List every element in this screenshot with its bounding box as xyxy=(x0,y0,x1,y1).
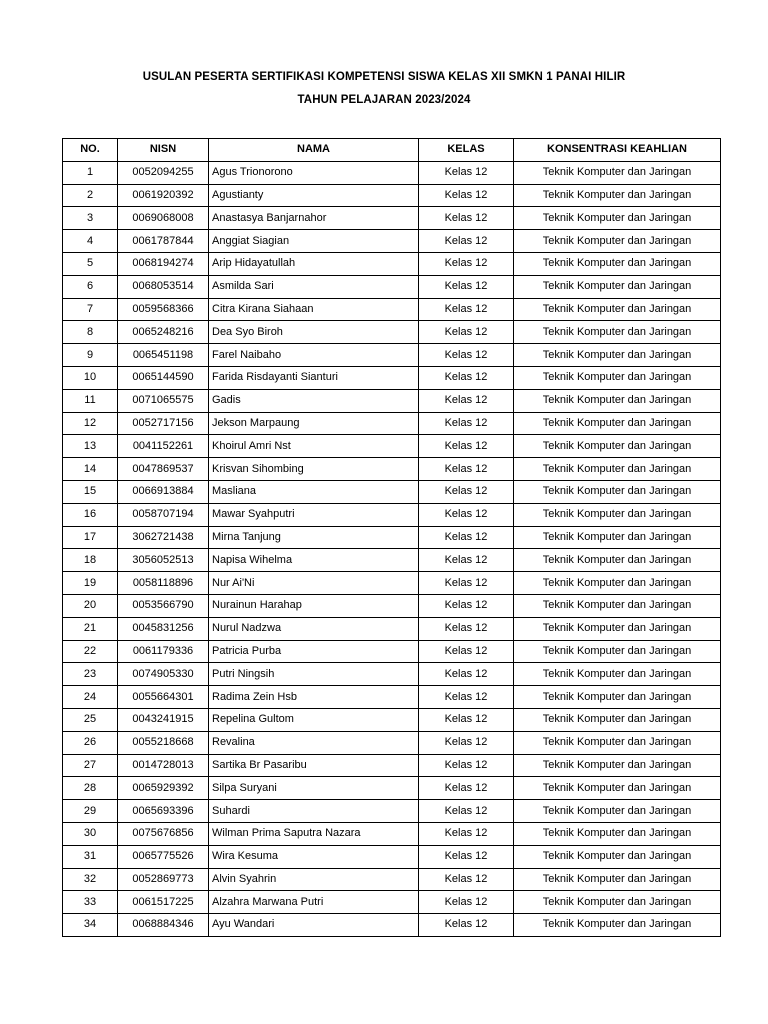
table-row xyxy=(63,754,721,777)
cell-no: 26 xyxy=(63,731,118,754)
table-row xyxy=(63,412,721,435)
cell-kelas: Kelas 12 xyxy=(419,663,514,686)
cell-nama: Patricia Purba xyxy=(209,640,419,663)
table-row xyxy=(63,298,721,321)
cell-no: 27 xyxy=(63,754,118,777)
cell-nama: Suhardi xyxy=(209,800,419,823)
cell-nama: Putri Ningsih xyxy=(209,663,419,686)
cell-nama: Farel Naibaho xyxy=(209,344,419,367)
cell-kelas: Kelas 12 xyxy=(419,458,514,481)
cell-konsentrasi: Teknik Komputer dan Jaringan xyxy=(514,572,721,595)
table-row xyxy=(63,731,721,754)
cell-kelas: Kelas 12 xyxy=(419,366,514,389)
cell-konsentrasi: Teknik Komputer dan Jaringan xyxy=(514,868,721,891)
table-row xyxy=(63,800,721,823)
cell-nama: Alzahra Marwana Putri xyxy=(209,891,419,914)
cell-konsentrasi: Teknik Komputer dan Jaringan xyxy=(514,321,721,344)
table-row xyxy=(63,480,721,503)
cell-konsentrasi: Teknik Komputer dan Jaringan xyxy=(514,207,721,230)
cell-kelas: Kelas 12 xyxy=(419,777,514,800)
cell-no: 14 xyxy=(63,458,118,481)
cell-no: 21 xyxy=(63,617,118,640)
cell-nama: Wira Kesuma xyxy=(209,845,419,868)
cell-nama: Masliana xyxy=(209,480,419,503)
cell-nama: Asmilda Sari xyxy=(209,275,419,298)
cell-konsentrasi: Teknik Komputer dan Jaringan xyxy=(514,412,721,435)
cell-no: 24 xyxy=(63,686,118,709)
cell-konsentrasi: Teknik Komputer dan Jaringan xyxy=(514,708,721,731)
table-row xyxy=(63,161,721,184)
cell-nisn: 0059568366 xyxy=(118,298,209,321)
table-row xyxy=(63,845,721,868)
cell-nama: Gadis xyxy=(209,389,419,412)
cell-nisn: 0075676856 xyxy=(118,822,209,845)
table-row xyxy=(63,321,721,344)
cell-nama: Agustianty xyxy=(209,184,419,207)
cell-nisn: 0061517225 xyxy=(118,891,209,914)
cell-konsentrasi: Teknik Komputer dan Jaringan xyxy=(514,480,721,503)
cell-no: 17 xyxy=(63,526,118,549)
cell-no: 33 xyxy=(63,891,118,914)
cell-nama: Revalina xyxy=(209,731,419,754)
cell-nama: Dea Syo Biroh xyxy=(209,321,419,344)
cell-no: 34 xyxy=(63,914,118,937)
cell-nisn: 0047869537 xyxy=(118,458,209,481)
cell-nama: Mirna Tanjung xyxy=(209,526,419,549)
cell-nisn: 0071065575 xyxy=(118,389,209,412)
cell-konsentrasi: Teknik Komputer dan Jaringan xyxy=(514,526,721,549)
table-row xyxy=(63,686,721,709)
cell-nisn: 0065248216 xyxy=(118,321,209,344)
cell-kelas: Kelas 12 xyxy=(419,549,514,572)
cell-nama: Agus Trionorono xyxy=(209,161,419,184)
table-row xyxy=(63,184,721,207)
cell-kelas: Kelas 12 xyxy=(419,800,514,823)
cell-kelas: Kelas 12 xyxy=(419,708,514,731)
cell-kelas: Kelas 12 xyxy=(419,480,514,503)
cell-no: 20 xyxy=(63,594,118,617)
cell-kelas: Kelas 12 xyxy=(419,594,514,617)
document-subtitle: TAHUN PELAJARAN 2023/2024 xyxy=(297,94,471,106)
cell-nama: Radima Zein Hsb xyxy=(209,686,419,709)
cell-kelas: Kelas 12 xyxy=(419,754,514,777)
cell-nama: Jekson Marpaung xyxy=(209,412,419,435)
cell-no: 28 xyxy=(63,777,118,800)
cell-kelas: Kelas 12 xyxy=(419,207,514,230)
cell-kelas: Kelas 12 xyxy=(419,526,514,549)
cell-konsentrasi: Teknik Komputer dan Jaringan xyxy=(514,366,721,389)
cell-kelas: Kelas 12 xyxy=(419,868,514,891)
cell-konsentrasi: Teknik Komputer dan Jaringan xyxy=(514,435,721,458)
cell-no: 15 xyxy=(63,480,118,503)
table-row xyxy=(63,822,721,845)
cell-no: 12 xyxy=(63,412,118,435)
cell-kelas: Kelas 12 xyxy=(419,891,514,914)
cell-nisn: 0045831256 xyxy=(118,617,209,640)
table-row xyxy=(63,914,721,937)
cell-nama: Farida Risdayanti Sianturi xyxy=(209,366,419,389)
cell-nisn: 0052717156 xyxy=(118,412,209,435)
cell-kelas: Kelas 12 xyxy=(419,344,514,367)
cell-kelas: Kelas 12 xyxy=(419,435,514,458)
cell-konsentrasi: Teknik Komputer dan Jaringan xyxy=(514,686,721,709)
cell-konsentrasi: Teknik Komputer dan Jaringan xyxy=(514,800,721,823)
cell-nama: Khoirul Amri Nst xyxy=(209,435,419,458)
cell-kelas: Kelas 12 xyxy=(419,845,514,868)
cell-nisn: 0068884346 xyxy=(118,914,209,937)
cell-nisn: 0065775526 xyxy=(118,845,209,868)
table-row xyxy=(63,549,721,572)
cell-no: 5 xyxy=(63,252,118,275)
cell-nama: Mawar Syahputri xyxy=(209,503,419,526)
cell-kelas: Kelas 12 xyxy=(419,252,514,275)
cell-nama: Anggiat Siagian xyxy=(209,230,419,253)
table-row xyxy=(63,458,721,481)
cell-nisn: 0065693396 xyxy=(118,800,209,823)
cell-no: 7 xyxy=(63,298,118,321)
cell-konsentrasi: Teknik Komputer dan Jaringan xyxy=(514,344,721,367)
cell-konsentrasi: Teknik Komputer dan Jaringan xyxy=(514,389,721,412)
cell-kelas: Kelas 12 xyxy=(419,321,514,344)
cell-nisn: 0055218668 xyxy=(118,731,209,754)
cell-nisn: 3056052513 xyxy=(118,549,209,572)
cell-kelas: Kelas 12 xyxy=(419,640,514,663)
cell-nama: Nurainun Harahap xyxy=(209,594,419,617)
table-row xyxy=(63,503,721,526)
cell-no: 1 xyxy=(63,161,118,184)
table-body xyxy=(63,161,721,936)
table-row xyxy=(63,435,721,458)
cell-kelas: Kelas 12 xyxy=(419,275,514,298)
cell-nisn: 0053566790 xyxy=(118,594,209,617)
cell-konsentrasi: Teknik Komputer dan Jaringan xyxy=(514,275,721,298)
cell-konsentrasi: Teknik Komputer dan Jaringan xyxy=(514,731,721,754)
cell-no: 6 xyxy=(63,275,118,298)
cell-kelas: Kelas 12 xyxy=(419,298,514,321)
cell-nama: Wilman Prima Saputra Nazara xyxy=(209,822,419,845)
cell-no: 10 xyxy=(63,366,118,389)
cell-nisn: 0069068008 xyxy=(118,207,209,230)
cell-nama: Alvin Syahrin xyxy=(209,868,419,891)
cell-no: 11 xyxy=(63,389,118,412)
cell-nama: Nurul Nadzwa xyxy=(209,617,419,640)
cell-kelas: Kelas 12 xyxy=(419,503,514,526)
cell-nama: Nur Ai'Ni xyxy=(209,572,419,595)
cell-nisn: 0058707194 xyxy=(118,503,209,526)
table-row xyxy=(63,708,721,731)
table-row xyxy=(63,663,721,686)
cell-konsentrasi: Teknik Komputer dan Jaringan xyxy=(514,914,721,937)
cell-konsentrasi: Teknik Komputer dan Jaringan xyxy=(514,549,721,572)
cell-nama: Citra Kirana Siahaan xyxy=(209,298,419,321)
cell-nisn: 0065929392 xyxy=(118,777,209,800)
cell-nisn: 0065144590 xyxy=(118,366,209,389)
cell-konsentrasi: Teknik Komputer dan Jaringan xyxy=(514,640,721,663)
cell-kelas: Kelas 12 xyxy=(419,822,514,845)
cell-no: 29 xyxy=(63,800,118,823)
cell-kelas: Kelas 12 xyxy=(419,617,514,640)
cell-konsentrasi: Teknik Komputer dan Jaringan xyxy=(514,663,721,686)
cell-no: 23 xyxy=(63,663,118,686)
cell-konsentrasi: Teknik Komputer dan Jaringan xyxy=(514,822,721,845)
cell-kelas: Kelas 12 xyxy=(419,161,514,184)
cell-no: 4 xyxy=(63,230,118,253)
cell-kelas: Kelas 12 xyxy=(419,572,514,595)
table-row xyxy=(63,230,721,253)
cell-no: 25 xyxy=(63,708,118,731)
cell-nama: Sartika Br Pasaribu xyxy=(209,754,419,777)
cell-nisn: 0014728013 xyxy=(118,754,209,777)
cell-no: 3 xyxy=(63,207,118,230)
cell-konsentrasi: Teknik Komputer dan Jaringan xyxy=(514,594,721,617)
cell-no: 2 xyxy=(63,184,118,207)
table-row xyxy=(63,366,721,389)
cell-nisn: 0068194274 xyxy=(118,252,209,275)
cell-konsentrasi: Teknik Komputer dan Jaringan xyxy=(514,754,721,777)
table-row xyxy=(63,617,721,640)
cell-konsentrasi: Teknik Komputer dan Jaringan xyxy=(514,161,721,184)
table-row xyxy=(63,275,721,298)
cell-nama: Silpa Suryani xyxy=(209,777,419,800)
cell-nisn: 0065451198 xyxy=(118,344,209,367)
table-row xyxy=(63,252,721,275)
table-header-row xyxy=(63,139,721,162)
cell-nisn: 0061920392 xyxy=(118,184,209,207)
cell-no: 30 xyxy=(63,822,118,845)
cell-konsentrasi: Teknik Komputer dan Jaringan xyxy=(514,230,721,253)
table-row xyxy=(63,868,721,891)
header-kelas: KELAS xyxy=(419,139,514,162)
cell-no: 32 xyxy=(63,868,118,891)
cell-no: 18 xyxy=(63,549,118,572)
cell-nisn: 0052094255 xyxy=(118,161,209,184)
cell-nama: Krisvan Sihombing xyxy=(209,458,419,481)
cell-konsentrasi: Teknik Komputer dan Jaringan xyxy=(514,252,721,275)
document-title: USULAN PESERTA SERTIFIKASI KOMPETENSI SISWA KELAS XII SMKN 1 PANAI HILIR xyxy=(142,71,626,83)
cell-kelas: Kelas 12 xyxy=(419,731,514,754)
cell-kelas: Kelas 12 xyxy=(419,412,514,435)
cell-no: 22 xyxy=(63,640,118,663)
cell-no: 19 xyxy=(63,572,118,595)
table-row xyxy=(63,344,721,367)
cell-nisn: 0068053514 xyxy=(118,275,209,298)
cell-nisn: 0043241915 xyxy=(118,708,209,731)
cell-konsentrasi: Teknik Komputer dan Jaringan xyxy=(514,184,721,207)
cell-nama: Anastasya Banjarnahor xyxy=(209,207,419,230)
cell-no: 16 xyxy=(63,503,118,526)
cell-konsentrasi: Teknik Komputer dan Jaringan xyxy=(514,891,721,914)
cell-no: 31 xyxy=(63,845,118,868)
cell-nisn: 3062721438 xyxy=(118,526,209,549)
table-row xyxy=(63,777,721,800)
cell-no: 9 xyxy=(63,344,118,367)
header-konsentrasi: KONSENTRASI KEAHLIAN xyxy=(514,139,721,162)
cell-kelas: Kelas 12 xyxy=(419,230,514,253)
cell-kelas: Kelas 12 xyxy=(419,389,514,412)
cell-nisn: 0052869773 xyxy=(118,868,209,891)
cell-nisn: 0061179336 xyxy=(118,640,209,663)
cell-nisn: 0055664301 xyxy=(118,686,209,709)
header-no: NO. xyxy=(63,139,118,162)
cell-konsentrasi: Teknik Komputer dan Jaringan xyxy=(514,845,721,868)
table-row xyxy=(63,594,721,617)
cell-nama: Ayu Wandari xyxy=(209,914,419,937)
cell-konsentrasi: Teknik Komputer dan Jaringan xyxy=(514,617,721,640)
cell-kelas: Kelas 12 xyxy=(419,184,514,207)
participant-table xyxy=(62,138,721,937)
cell-konsentrasi: Teknik Komputer dan Jaringan xyxy=(514,503,721,526)
cell-nama: Napisa Wihelma xyxy=(209,549,419,572)
cell-konsentrasi: Teknik Komputer dan Jaringan xyxy=(514,458,721,481)
table-row xyxy=(63,640,721,663)
cell-nama: Arip Hidayatullah xyxy=(209,252,419,275)
cell-kelas: Kelas 12 xyxy=(419,686,514,709)
cell-nisn: 0041152261 xyxy=(118,435,209,458)
cell-nisn: 0061787844 xyxy=(118,230,209,253)
header-nisn: NISN xyxy=(118,139,209,162)
table-row xyxy=(63,389,721,412)
table-row xyxy=(63,572,721,595)
cell-nisn: 0074905330 xyxy=(118,663,209,686)
cell-konsentrasi: Teknik Komputer dan Jaringan xyxy=(514,298,721,321)
cell-nama: Repelina Gultom xyxy=(209,708,419,731)
cell-nisn: 0058118896 xyxy=(118,572,209,595)
table-row xyxy=(63,207,721,230)
cell-no: 13 xyxy=(63,435,118,458)
table-row xyxy=(63,526,721,549)
cell-kelas: Kelas 12 xyxy=(419,914,514,937)
table-row xyxy=(63,891,721,914)
header-nama: NAMA xyxy=(209,139,419,162)
cell-konsentrasi: Teknik Komputer dan Jaringan xyxy=(514,777,721,800)
cell-nisn: 0066913884 xyxy=(118,480,209,503)
cell-no: 8 xyxy=(63,321,118,344)
